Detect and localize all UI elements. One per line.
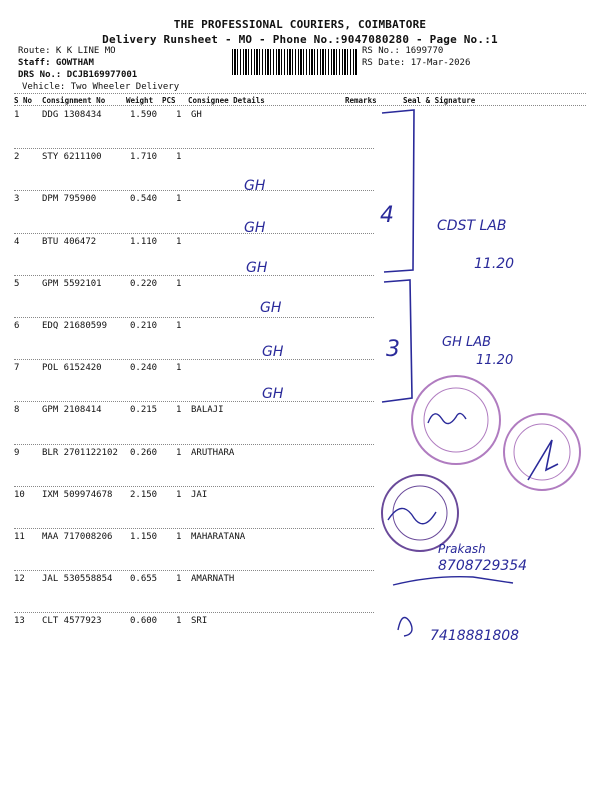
row-pcs: 1 xyxy=(176,574,182,584)
route-label: Route: K K LINE MO xyxy=(18,46,116,56)
col-weight: Weight xyxy=(126,96,154,105)
row-consignee: SRI xyxy=(191,616,208,626)
row-sno: 9 xyxy=(14,448,20,458)
row-pcs: 1 xyxy=(176,321,182,331)
row-sno: 5 xyxy=(14,279,20,289)
row-pcs: 1 xyxy=(176,532,182,542)
row-weight: 0.655 xyxy=(130,574,158,584)
row-pcs: 1 xyxy=(176,237,182,247)
row-consignment: BTU 406472 xyxy=(42,237,97,247)
row-consignment: CLT 4577923 xyxy=(42,616,102,626)
row-weight: 1.590 xyxy=(130,110,158,120)
row-consignee: GH xyxy=(191,110,202,120)
row-sno: 10 xyxy=(14,490,25,500)
row-sno: 8 xyxy=(14,405,20,415)
row-sno: 2 xyxy=(14,152,20,162)
stamp-circle-1 xyxy=(412,376,500,464)
signature-phone-2: 7418881808 xyxy=(430,628,520,644)
row-pcs: 1 xyxy=(176,448,182,458)
row-sno: 1 xyxy=(14,110,20,120)
row-pcs: 1 xyxy=(176,616,182,626)
gh-mark-6: GH xyxy=(262,386,284,402)
row-consignment: JAL 530558854 xyxy=(42,574,113,584)
row-pcs: 1 xyxy=(176,490,182,500)
row-consignee: MAHARATANA xyxy=(191,532,246,542)
gh-mark-4: GH xyxy=(260,300,282,316)
note-cdst-time: 11.20 xyxy=(474,256,515,272)
row-consignment: STY 6211100 xyxy=(42,152,102,162)
row-consignment: IXM 509974678 xyxy=(42,490,113,500)
rs-number: RS No.: 1699770 xyxy=(362,46,444,56)
col-sno: S No xyxy=(14,96,33,105)
count-four: 4 xyxy=(380,203,394,228)
row-consignment: GPM 2108414 xyxy=(42,405,102,415)
row-weight: 2.150 xyxy=(130,490,158,500)
col-seal: Seal & Signature xyxy=(403,96,476,105)
row-sno: 13 xyxy=(14,616,25,626)
row-weight: 0.540 xyxy=(130,194,158,204)
runsheet-subtitle: Delivery Runsheet - MO - Phone No.:9047080280 - Page No.:1 xyxy=(102,33,498,46)
row-weight: 0.220 xyxy=(130,279,158,289)
row-consignment: BLR 2701122102 xyxy=(42,448,118,458)
row-weight: 1.150 xyxy=(130,532,158,542)
signature-name: Prakash xyxy=(438,542,486,556)
row-sno: 12 xyxy=(14,574,25,584)
row-sno: 11 xyxy=(14,532,25,542)
note-gh-lab: GH LAB xyxy=(442,335,492,350)
row-weight: 0.215 xyxy=(130,405,158,415)
gh-mark-1: GH xyxy=(244,178,266,194)
row-weight: 0.210 xyxy=(130,321,158,331)
vehicle-label: Vehicle: Two Wheeler Delivery xyxy=(22,82,180,92)
row-consignee: BALAJI xyxy=(191,405,224,415)
row-pcs: 1 xyxy=(176,110,182,120)
row-consignee: JAI xyxy=(191,490,208,500)
row-weight: 0.240 xyxy=(130,363,158,373)
gh-mark-2: GH xyxy=(244,220,266,236)
row-consignment: GPM 5592101 xyxy=(42,279,102,289)
signature-phone-1: 8708729354 xyxy=(438,558,528,574)
col-consignee: Consignee Details xyxy=(188,96,265,105)
gh-mark-5: GH xyxy=(262,344,284,360)
row-pcs: 1 xyxy=(176,363,182,373)
row-consignee: ARUTHARA xyxy=(191,448,235,458)
row-consignment: EDQ 21680599 xyxy=(42,321,108,331)
row-sno: 7 xyxy=(14,363,20,373)
row-pcs: 1 xyxy=(176,152,182,162)
row-consignment: POL 6152420 xyxy=(42,363,102,373)
col-consignment: Consignment No xyxy=(42,96,106,105)
col-pcs: PCS xyxy=(162,96,176,105)
row-pcs: 1 xyxy=(176,194,182,204)
stamp-circle-2 xyxy=(504,414,580,490)
row-sno: 4 xyxy=(14,237,20,247)
gh-mark-3: GH xyxy=(246,260,268,276)
row-consignment: DPM 795900 xyxy=(42,194,97,204)
row-consignment: DDG 1308434 xyxy=(42,110,102,120)
row-consignment: MAA 717008206 xyxy=(42,532,113,542)
row-sno: 6 xyxy=(14,321,20,331)
count-three: 3 xyxy=(386,337,400,362)
row-consignee: AMARNATH xyxy=(191,574,235,584)
staff-label: Staff: GOWTHAM xyxy=(18,58,94,68)
rs-date: RS Date: 17-Mar-2026 xyxy=(362,58,471,68)
company-title: THE PROFESSIONAL COURIERS, COIMBATORE xyxy=(173,18,427,31)
note-cdst-lab: CDST LAB xyxy=(437,218,507,234)
row-weight: 1.710 xyxy=(130,152,158,162)
note-gh-time: 11.20 xyxy=(476,353,514,368)
row-pcs: 1 xyxy=(176,279,182,289)
row-sno: 3 xyxy=(14,194,20,204)
row-pcs: 1 xyxy=(176,405,182,415)
row-weight: 0.600 xyxy=(130,616,158,626)
row-weight: 0.260 xyxy=(130,448,158,458)
row-weight: 1.110 xyxy=(130,237,158,247)
drs-label: DRS No.: DCJB169977001 xyxy=(18,70,138,80)
col-remarks: Remarks xyxy=(345,96,377,105)
